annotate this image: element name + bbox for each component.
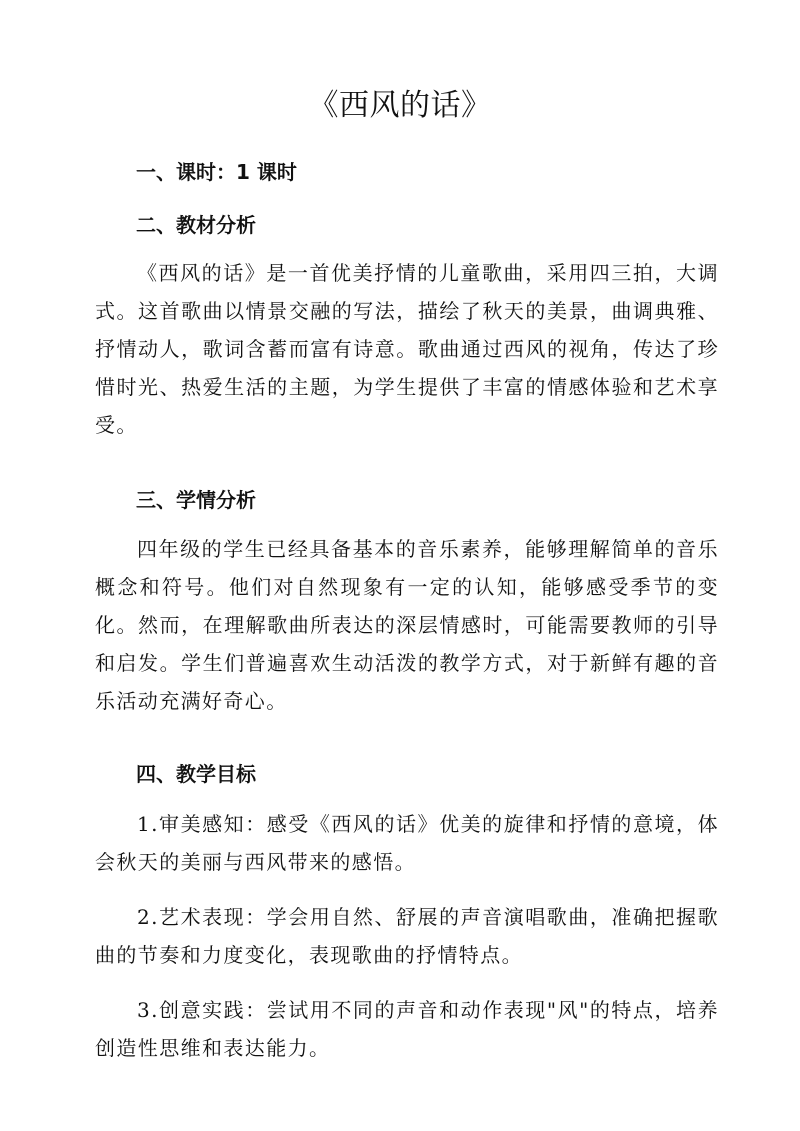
section-heading-student-analysis: 三、学情分析 xyxy=(136,488,256,512)
material-analysis-paragraph: 《西风的话》是一首优美抒情的儿童歌曲，采用四三拍，大调式。这首歌曲以情景交融的写法，描绘了秋天的美景，曲调典雅、抒情动人，歌词含蓄而富有诗意。歌曲通过西风的视角，传达了珍惜时光、热爱生活的主题，为学生提供了丰富的情感体验和艺术享受。 xyxy=(95,261,719,437)
teaching-goal-item: 3.创意实践：尝试用不同的声音和动作表现"风"的特点，培养创造性思维和表达能力。 xyxy=(95,998,719,1060)
teaching-goal-item: 2.艺术表现：学会用自然、舒展的声音演唱歌曲，准确把握歌曲的节奏和力度变化，表现歌曲的抒情特点。 xyxy=(95,905,719,967)
document-title: 《西风的话》 xyxy=(308,88,492,123)
section-heading-teaching-goals: 四、教学目标 xyxy=(136,762,256,786)
section-heading-material-analysis: 二、教材分析 xyxy=(136,213,256,237)
section-heading-lesson-hours: 一、课时：1 课时 xyxy=(136,160,297,184)
student-analysis-paragraph: 四年级的学生已经具备基本的音乐素养，能够理解简单的音乐概念和符号。他们对自然现象有一定的认知，能够感受季节的变化。然而，在理解歌曲所表达的深层情感时，可能需要教师的引导和启发。学生们普遍喜欢生动活泼的教学方式，对于新鲜有趣的音乐活动充满好奇心。 xyxy=(95,537,719,713)
teaching-goal-item: 1.审美感知：感受《西风的话》优美的旋律和抒情的意境，体会秋天的美丽与西风带来的感悟。 xyxy=(95,812,719,874)
